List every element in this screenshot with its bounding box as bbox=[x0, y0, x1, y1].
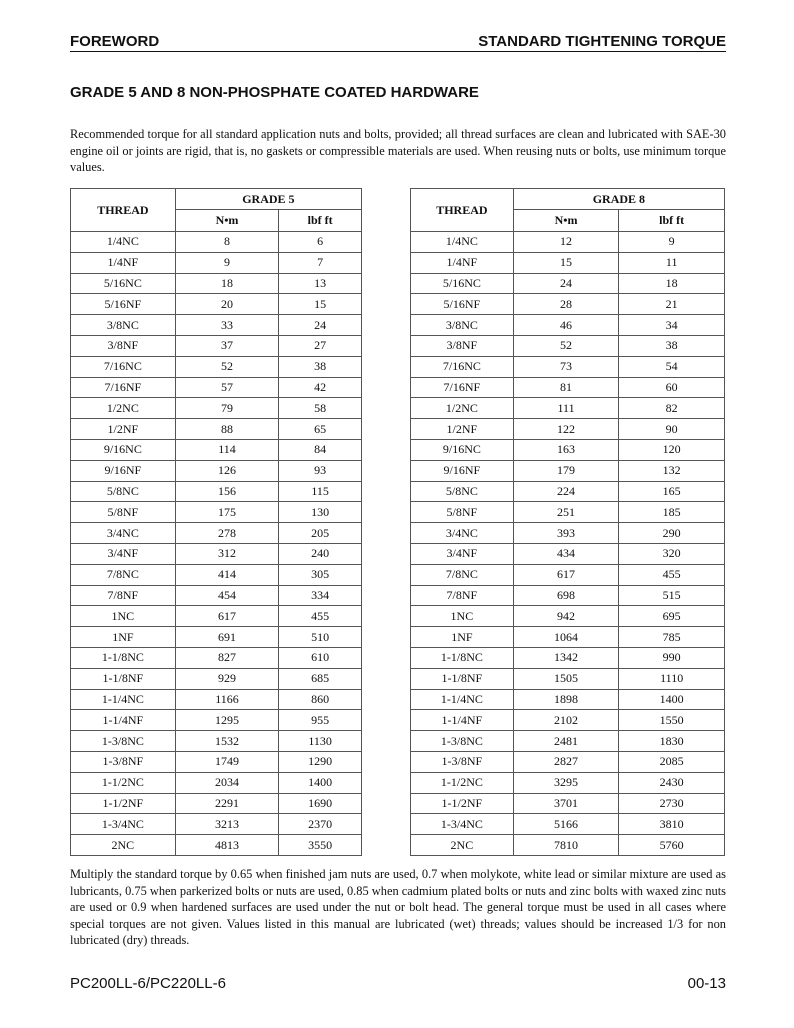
thread-cell: 1-1/4NC bbox=[411, 689, 514, 710]
table-row bbox=[411, 315, 725, 336]
nm-header: N•m bbox=[513, 210, 619, 232]
nm-cell: 942 bbox=[513, 606, 619, 627]
nm-header: N•m bbox=[175, 210, 279, 232]
nm-cell: 1064 bbox=[513, 627, 619, 648]
thread-cell: 1-1/2NF bbox=[411, 793, 514, 814]
nm-cell: 454 bbox=[175, 585, 279, 606]
thread-cell: 5/16NF bbox=[71, 294, 176, 315]
lbf-cell: 165 bbox=[619, 481, 725, 502]
table-row bbox=[411, 335, 725, 356]
thread-cell: 3/8NF bbox=[71, 335, 176, 356]
thread-cell: 1NF bbox=[71, 627, 176, 648]
nm-cell: 24 bbox=[513, 273, 619, 294]
thread-cell: 1/2NC bbox=[71, 398, 176, 419]
thread-header: THREAD bbox=[71, 189, 176, 232]
nm-cell: 9 bbox=[175, 252, 279, 273]
nm-cell: 393 bbox=[513, 523, 619, 544]
table-row bbox=[71, 460, 362, 481]
lbf-cell: 685 bbox=[279, 668, 362, 689]
lbf-cell: 455 bbox=[279, 606, 362, 627]
lbf-cell: 610 bbox=[279, 647, 362, 668]
thread-cell: 1-1/8NC bbox=[71, 647, 176, 668]
table-row bbox=[411, 398, 725, 419]
table-row bbox=[71, 481, 362, 502]
table-row bbox=[411, 793, 725, 814]
lbf-cell: 34 bbox=[619, 315, 725, 336]
thread-cell: 7/8NC bbox=[411, 564, 514, 585]
table-row bbox=[411, 232, 725, 253]
thread-cell: 1/2NC bbox=[411, 398, 514, 419]
nm-cell: 2827 bbox=[513, 751, 619, 772]
table-row bbox=[411, 502, 725, 523]
nm-cell: 163 bbox=[513, 439, 619, 460]
nm-cell: 57 bbox=[175, 377, 279, 398]
nm-cell: 175 bbox=[175, 502, 279, 523]
nm-cell: 46 bbox=[513, 315, 619, 336]
nm-cell: 4813 bbox=[175, 835, 279, 856]
nm-cell: 3295 bbox=[513, 772, 619, 793]
nm-cell: 3213 bbox=[175, 814, 279, 835]
nm-cell: 312 bbox=[175, 543, 279, 564]
nm-cell: 8 bbox=[175, 232, 279, 253]
lbf-cell: 1550 bbox=[619, 710, 725, 731]
section-label: FOREWORD bbox=[70, 33, 160, 50]
lbf-cell: 60 bbox=[619, 377, 725, 398]
nm-cell: 827 bbox=[175, 647, 279, 668]
lbf-cell: 3810 bbox=[619, 814, 725, 835]
thread-cell: 1-1/2NC bbox=[71, 772, 176, 793]
section-title: STANDARD TIGHTENING TORQUE bbox=[478, 33, 726, 50]
nm-cell: 73 bbox=[513, 356, 619, 377]
lbf-cell: 785 bbox=[619, 627, 725, 648]
thread-cell: 5/8NF bbox=[71, 502, 176, 523]
table-row bbox=[71, 814, 362, 835]
lbf-cell: 5760 bbox=[619, 835, 725, 856]
thread-cell: 1NC bbox=[71, 606, 176, 627]
thread-cell: 1/4NF bbox=[411, 252, 514, 273]
table-row bbox=[71, 564, 362, 585]
nm-cell: 691 bbox=[175, 627, 279, 648]
table-row bbox=[411, 585, 725, 606]
thread-cell: 5/16NC bbox=[411, 273, 514, 294]
table-row bbox=[71, 689, 362, 710]
table-row bbox=[411, 439, 725, 460]
nm-cell: 1532 bbox=[175, 731, 279, 752]
thread-cell: 1-1/2NF bbox=[71, 793, 176, 814]
table-row bbox=[71, 419, 362, 440]
lbf-cell: 1400 bbox=[619, 689, 725, 710]
nm-cell: 37 bbox=[175, 335, 279, 356]
table-row bbox=[411, 543, 725, 564]
thread-cell: 1-3/8NC bbox=[411, 731, 514, 752]
multiplier-note: Multiply the standard torque by 0.65 when finished jam nuts are used, 0.7 when molykote, white lead or similar mixture are used as lubricants, 0.75 when parkerized bolts or nuts are used, 0.85 when cadmium plated bolts or nuts and zinc bolts with waxed zinc nuts are used or 0.9 when hardened surfaces are used under the nut or bolt head. The general torque must be used in all cases where special torques are not given. Values listed in this manual are lubricated (wet) threads; values should be increased 1/3 for non lubricated (dry) threads. bbox=[70, 867, 726, 947]
table-row bbox=[71, 252, 362, 273]
nm-cell: 698 bbox=[513, 585, 619, 606]
thread-cell: 3/8NC bbox=[411, 315, 514, 336]
thread-cell: 1-3/4NC bbox=[411, 814, 514, 835]
lbf-cell: 515 bbox=[619, 585, 725, 606]
table-row bbox=[71, 751, 362, 772]
lbf-cell: 15 bbox=[279, 294, 362, 315]
lbf-cell: 455 bbox=[619, 564, 725, 585]
table-row bbox=[71, 294, 362, 315]
table-row bbox=[71, 710, 362, 731]
thread-cell: 3/8NF bbox=[411, 335, 514, 356]
lbf-cell: 320 bbox=[619, 543, 725, 564]
nm-cell: 617 bbox=[175, 606, 279, 627]
thread-cell: 3/8NC bbox=[71, 315, 176, 336]
nm-cell: 1749 bbox=[175, 751, 279, 772]
thread-cell: 1-3/8NF bbox=[71, 751, 176, 772]
nm-cell: 88 bbox=[175, 419, 279, 440]
nm-cell: 12 bbox=[513, 232, 619, 253]
nm-cell: 114 bbox=[175, 439, 279, 460]
nm-cell: 2291 bbox=[175, 793, 279, 814]
lbf-cell: 38 bbox=[619, 335, 725, 356]
lbf-header: lbf ft bbox=[279, 210, 362, 232]
table-row bbox=[411, 751, 725, 772]
lbf-cell: 860 bbox=[279, 689, 362, 710]
lbf-cell: 510 bbox=[279, 627, 362, 648]
table-row bbox=[71, 273, 362, 294]
thread-cell: 5/8NC bbox=[71, 481, 176, 502]
lbf-cell: 1110 bbox=[619, 668, 725, 689]
table-row bbox=[71, 668, 362, 689]
thread-cell: 1-1/2NC bbox=[411, 772, 514, 793]
thread-cell: 7/16NC bbox=[71, 356, 176, 377]
nm-cell: 278 bbox=[175, 523, 279, 544]
thread-cell: 3/4NF bbox=[71, 543, 176, 564]
lbf-cell: 2730 bbox=[619, 793, 725, 814]
thread-cell: 9/16NF bbox=[71, 460, 176, 481]
table-row bbox=[411, 668, 725, 689]
lbf-cell: 115 bbox=[279, 481, 362, 502]
lbf-cell: 54 bbox=[619, 356, 725, 377]
grade5-torque-table bbox=[70, 188, 362, 856]
thread-cell: 1/4NC bbox=[71, 232, 176, 253]
table-row bbox=[71, 232, 362, 253]
lbf-cell: 130 bbox=[279, 502, 362, 523]
thread-cell: 1-3/8NC bbox=[71, 731, 176, 752]
table-row bbox=[71, 647, 362, 668]
table-row bbox=[411, 564, 725, 585]
thread-cell: 1-3/4NC bbox=[71, 814, 176, 835]
table-row bbox=[411, 731, 725, 752]
table-row bbox=[411, 835, 725, 856]
grade-header: GRADE 8 bbox=[513, 189, 724, 210]
lbf-cell: 1290 bbox=[279, 751, 362, 772]
nm-cell: 224 bbox=[513, 481, 619, 502]
thread-cell: 1-1/8NF bbox=[71, 668, 176, 689]
table-row bbox=[71, 377, 362, 398]
table-row bbox=[411, 252, 725, 273]
page-title: GRADE 5 AND 8 NON-PHOSPHATE COATED HARDWARE bbox=[70, 84, 479, 101]
nm-cell: 251 bbox=[513, 502, 619, 523]
nm-cell: 20 bbox=[175, 294, 279, 315]
thread-cell: 5/8NC bbox=[411, 481, 514, 502]
lbf-cell: 38 bbox=[279, 356, 362, 377]
nm-cell: 414 bbox=[175, 564, 279, 585]
thread-cell: 1-1/4NF bbox=[71, 710, 176, 731]
thread-cell: 7/16NC bbox=[411, 356, 514, 377]
thread-cell: 1/2NF bbox=[71, 419, 176, 440]
lbf-cell: 1130 bbox=[279, 731, 362, 752]
nm-cell: 28 bbox=[513, 294, 619, 315]
lbf-cell: 240 bbox=[279, 543, 362, 564]
nm-cell: 3701 bbox=[513, 793, 619, 814]
lbf-cell: 58 bbox=[279, 398, 362, 419]
lbf-cell: 2085 bbox=[619, 751, 725, 772]
thread-cell: 1-1/8NC bbox=[411, 647, 514, 668]
lbf-cell: 2370 bbox=[279, 814, 362, 835]
nm-cell: 7810 bbox=[513, 835, 619, 856]
thread-cell: 9/16NC bbox=[71, 439, 176, 460]
lbf-cell: 84 bbox=[279, 439, 362, 460]
table-row bbox=[411, 294, 725, 315]
page-header bbox=[70, 32, 726, 52]
thread-cell: 7/8NC bbox=[71, 564, 176, 585]
thread-cell: 9/16NF bbox=[411, 460, 514, 481]
table-row bbox=[411, 772, 725, 793]
lbf-cell: 334 bbox=[279, 585, 362, 606]
table-row bbox=[71, 793, 362, 814]
nm-cell: 111 bbox=[513, 398, 619, 419]
lbf-cell: 21 bbox=[619, 294, 725, 315]
table-row bbox=[411, 419, 725, 440]
thread-cell: 3/4NF bbox=[411, 543, 514, 564]
lbf-cell: 990 bbox=[619, 647, 725, 668]
lbf-cell: 2430 bbox=[619, 772, 725, 793]
nm-cell: 929 bbox=[175, 668, 279, 689]
nm-cell: 179 bbox=[513, 460, 619, 481]
table-row bbox=[71, 315, 362, 336]
nm-cell: 18 bbox=[175, 273, 279, 294]
lbf-cell: 290 bbox=[619, 523, 725, 544]
thread-cell: 1-1/8NF bbox=[411, 668, 514, 689]
table-row bbox=[411, 710, 725, 731]
nm-cell: 156 bbox=[175, 481, 279, 502]
table-row bbox=[71, 356, 362, 377]
thread-cell: 5/8NF bbox=[411, 502, 514, 523]
table-row bbox=[411, 273, 725, 294]
nm-cell: 79 bbox=[175, 398, 279, 419]
lbf-cell: 42 bbox=[279, 377, 362, 398]
lbf-cell: 3550 bbox=[279, 835, 362, 856]
lbf-cell: 955 bbox=[279, 710, 362, 731]
lbf-cell: 1400 bbox=[279, 772, 362, 793]
thread-cell: 3/4NC bbox=[71, 523, 176, 544]
thread-cell: 1NF bbox=[411, 627, 514, 648]
lbf-cell: 93 bbox=[279, 460, 362, 481]
nm-cell: 1166 bbox=[175, 689, 279, 710]
lbf-cell: 185 bbox=[619, 502, 725, 523]
lbf-cell: 24 bbox=[279, 315, 362, 336]
nm-cell: 1505 bbox=[513, 668, 619, 689]
thread-cell: 5/16NC bbox=[71, 273, 176, 294]
table-row bbox=[411, 647, 725, 668]
lbf-cell: 11 bbox=[619, 252, 725, 273]
page-number: 00-13 bbox=[687, 975, 726, 992]
grade-header: GRADE 5 bbox=[175, 189, 361, 210]
table-row bbox=[71, 731, 362, 752]
thread-cell: 1-1/4NF bbox=[411, 710, 514, 731]
thread-cell: 5/16NF bbox=[411, 294, 514, 315]
table-row bbox=[71, 398, 362, 419]
table-row bbox=[71, 772, 362, 793]
table-row bbox=[71, 606, 362, 627]
table-row bbox=[71, 543, 362, 564]
thread-cell: 3/4NC bbox=[411, 523, 514, 544]
nm-cell: 81 bbox=[513, 377, 619, 398]
table-row bbox=[411, 460, 725, 481]
lbf-cell: 13 bbox=[279, 273, 362, 294]
nm-cell: 1295 bbox=[175, 710, 279, 731]
thread-cell: 7/16NF bbox=[71, 377, 176, 398]
table-row bbox=[411, 689, 725, 710]
lbf-cell: 27 bbox=[279, 335, 362, 356]
lbf-cell: 65 bbox=[279, 419, 362, 440]
model-number: PC200LL-6/PC220LL-6 bbox=[70, 975, 226, 992]
lbf-cell: 7 bbox=[279, 252, 362, 273]
thread-cell: 1-3/8NF bbox=[411, 751, 514, 772]
nm-cell: 1898 bbox=[513, 689, 619, 710]
lbf-cell: 1830 bbox=[619, 731, 725, 752]
nm-cell: 33 bbox=[175, 315, 279, 336]
table-row bbox=[411, 481, 725, 502]
table-row bbox=[71, 627, 362, 648]
lbf-cell: 1690 bbox=[279, 793, 362, 814]
thread-cell: 2NC bbox=[411, 835, 514, 856]
table-row bbox=[411, 356, 725, 377]
nm-cell: 52 bbox=[175, 356, 279, 377]
nm-cell: 2034 bbox=[175, 772, 279, 793]
thread-cell: 7/8NF bbox=[411, 585, 514, 606]
thread-cell: 1NC bbox=[411, 606, 514, 627]
thread-cell: 7/8NF bbox=[71, 585, 176, 606]
thread-header: THREAD bbox=[411, 189, 514, 232]
lbf-cell: 90 bbox=[619, 419, 725, 440]
lbf-cell: 695 bbox=[619, 606, 725, 627]
lbf-cell: 6 bbox=[279, 232, 362, 253]
thread-cell: 7/16NF bbox=[411, 377, 514, 398]
thread-cell: 1/4NC bbox=[411, 232, 514, 253]
lbf-cell: 205 bbox=[279, 523, 362, 544]
lbf-cell: 120 bbox=[619, 439, 725, 460]
lbf-cell: 9 bbox=[619, 232, 725, 253]
thread-cell: 1/4NF bbox=[71, 252, 176, 273]
nm-cell: 52 bbox=[513, 335, 619, 356]
table-row bbox=[411, 627, 725, 648]
table-row bbox=[71, 502, 362, 523]
table-row bbox=[71, 585, 362, 606]
table-row bbox=[71, 835, 362, 856]
thread-cell: 1/2NF bbox=[411, 419, 514, 440]
table-row bbox=[411, 606, 725, 627]
intro-paragraph: Recommended torque for all standard application nuts and bolts, provided; all thread surfaces are clean and lubricated with SAE-30 engine oil or joints are rigid, that is, no gaskets or compressible materials are used. When reusing nuts or bolts, use minimum torque values. bbox=[70, 127, 726, 174]
table-row bbox=[71, 335, 362, 356]
nm-cell: 2102 bbox=[513, 710, 619, 731]
nm-cell: 1342 bbox=[513, 647, 619, 668]
lbf-cell: 82 bbox=[619, 398, 725, 419]
table-row bbox=[71, 523, 362, 544]
lbf-cell: 305 bbox=[279, 564, 362, 585]
lbf-cell: 132 bbox=[619, 460, 725, 481]
nm-cell: 122 bbox=[513, 419, 619, 440]
table-row bbox=[71, 439, 362, 460]
grade8-torque-table bbox=[410, 188, 725, 856]
nm-cell: 617 bbox=[513, 564, 619, 585]
nm-cell: 126 bbox=[175, 460, 279, 481]
lbf-cell: 18 bbox=[619, 273, 725, 294]
lbf-header: lbf ft bbox=[619, 210, 725, 232]
nm-cell: 15 bbox=[513, 252, 619, 273]
table-row bbox=[411, 523, 725, 544]
table-row bbox=[411, 377, 725, 398]
nm-cell: 434 bbox=[513, 543, 619, 564]
nm-cell: 5166 bbox=[513, 814, 619, 835]
thread-cell: 2NC bbox=[71, 835, 176, 856]
nm-cell: 2481 bbox=[513, 731, 619, 752]
table-row bbox=[411, 814, 725, 835]
thread-cell: 1-1/4NC bbox=[71, 689, 176, 710]
thread-cell: 9/16NC bbox=[411, 439, 514, 460]
